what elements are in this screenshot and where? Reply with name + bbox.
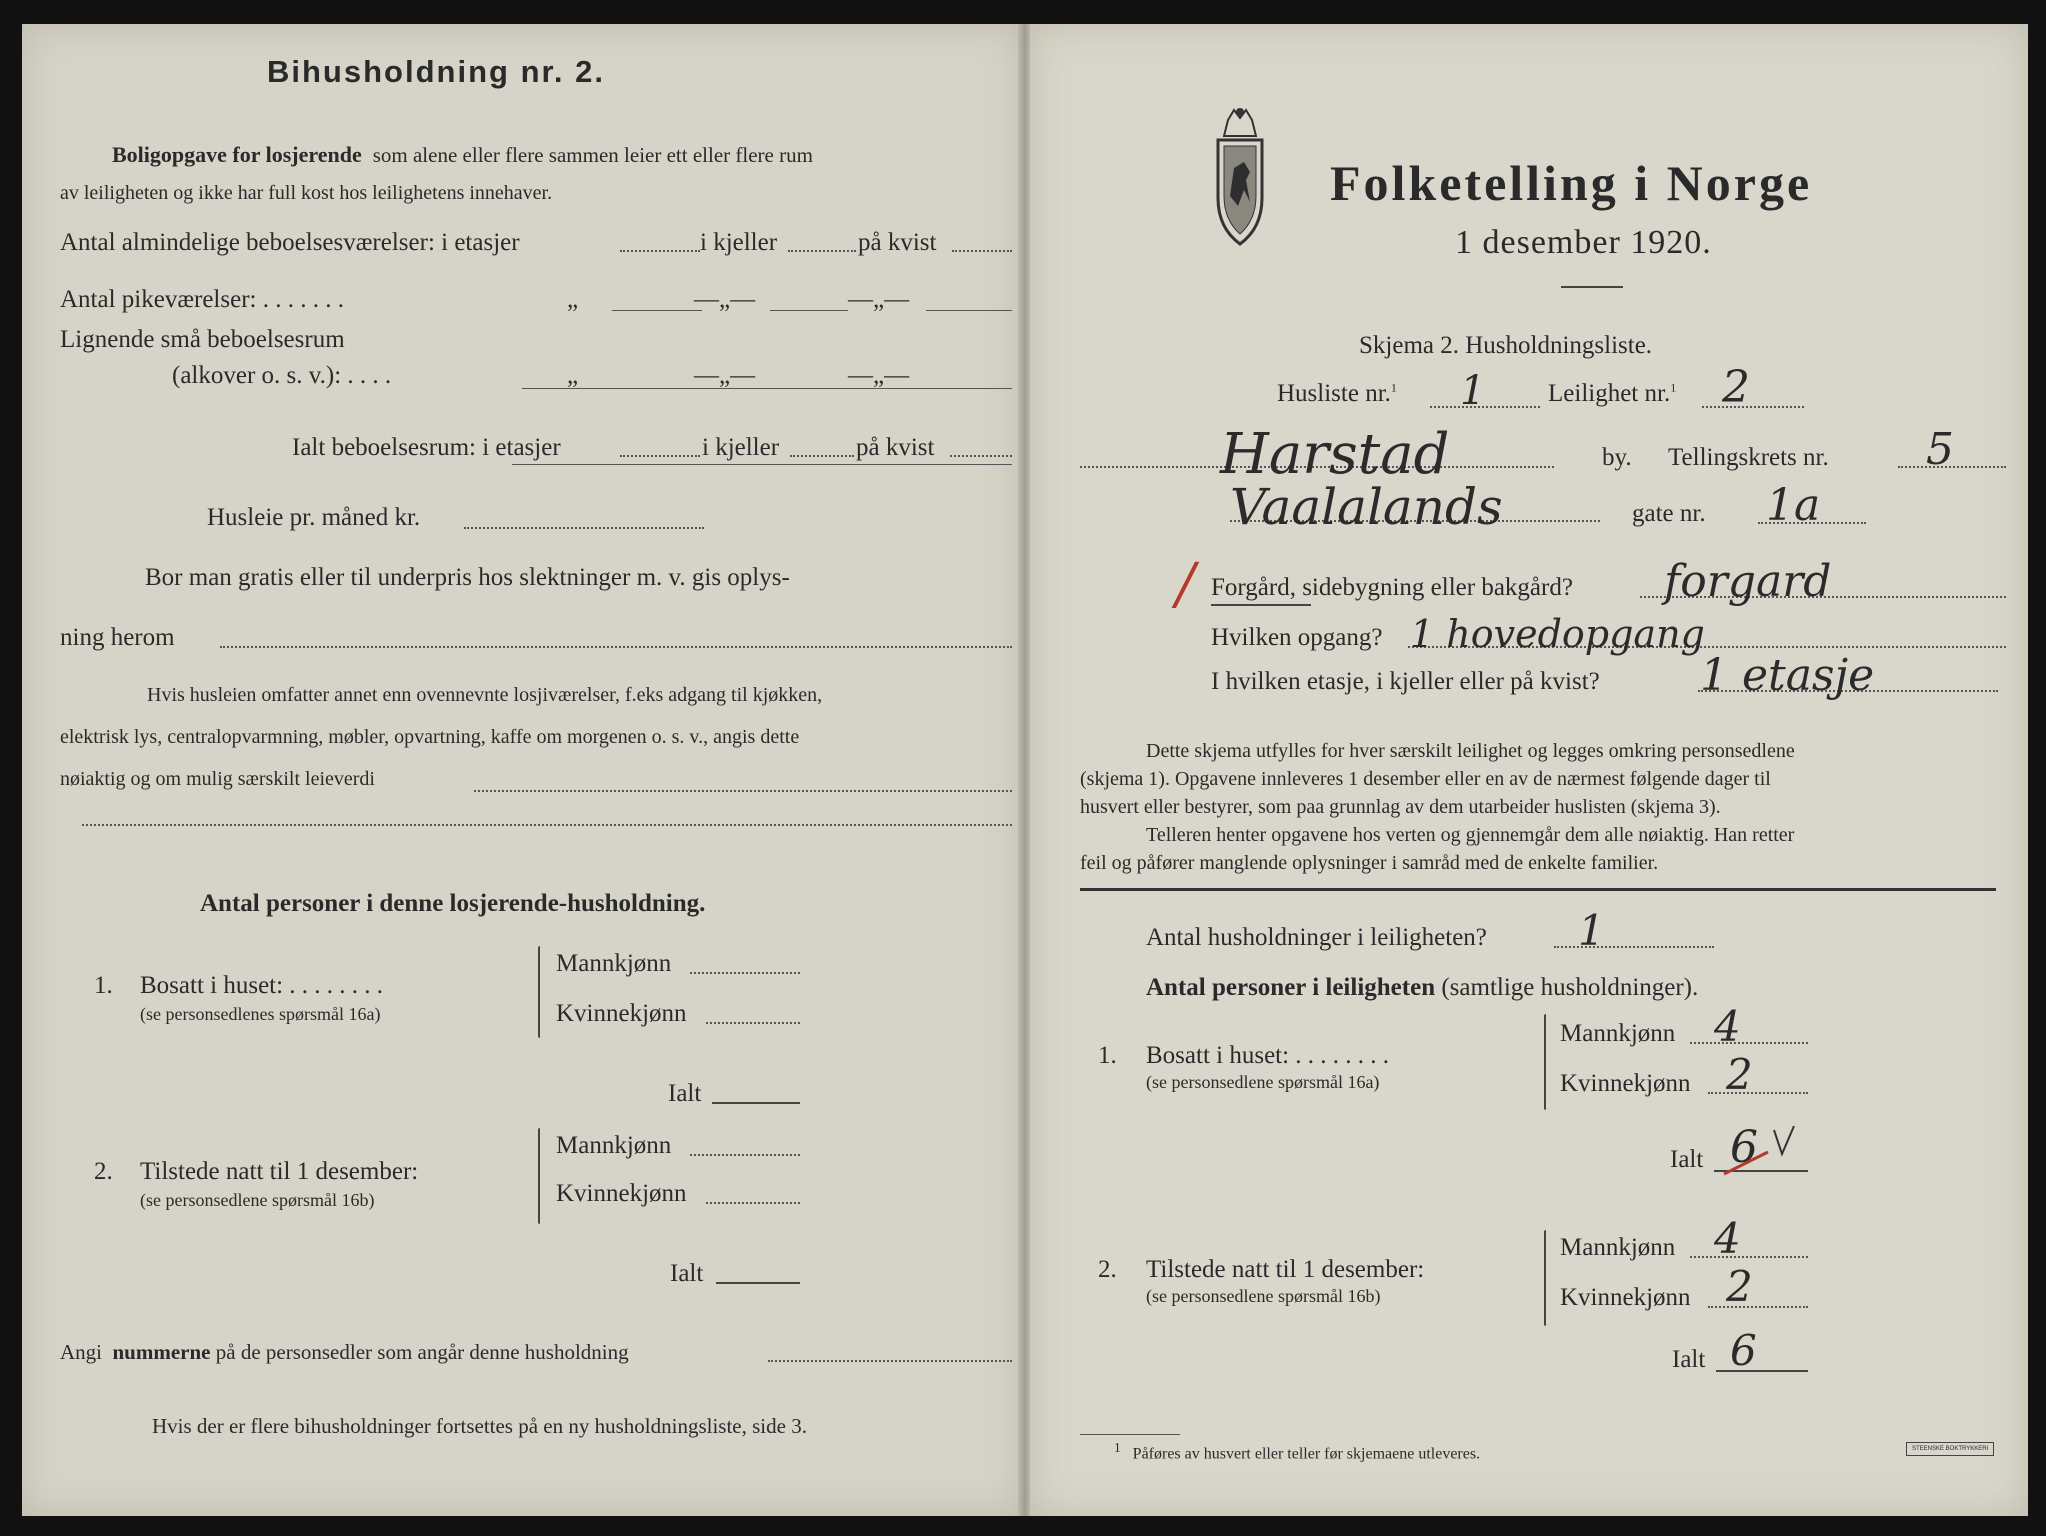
left-q1-kvinne-label: Kvinnekjønn [556, 1000, 687, 1027]
right-q2-brace [1544, 1230, 1546, 1326]
etasje-label: I hvilken etasje, i kjeller eller på kvist? [1211, 668, 1600, 695]
right-q2-mann-field[interactable] [1690, 1256, 1808, 1258]
left-q2-label: Tilstede natt til 1 desember: [140, 1158, 419, 1185]
left-q2-ialt-field[interactable] [716, 1282, 800, 1284]
info-line-1: Dette skjema utfylles for hver særskilt leilighet og legges omkring personsedlene [1146, 740, 1795, 762]
ialt-underline [512, 464, 1012, 465]
leieverdi-field[interactable] [474, 790, 1012, 792]
right-q1-kvinne-value[interactable]: 2 [1726, 1050, 1753, 1099]
right-q2-ialt-value[interactable]: 6 [1730, 1326, 1757, 1375]
pike-field-2[interactable] [770, 310, 848, 311]
etasje-value[interactable]: 1 etasje [1700, 650, 1875, 701]
census-date: 1 desember 1920. [1455, 224, 1712, 261]
right-q1-number: 1. [1098, 1042, 1117, 1069]
leilighet-label: Leilighet nr.$^1$ [1548, 380, 1677, 407]
right-q2-ialt-label: Ialt [1672, 1346, 1706, 1373]
right-q1-label: Bosatt i huset: . . . . . . . . [1146, 1042, 1390, 1069]
left-footer-note: Hvis der er flere bihusholdninger fortsettes på en ny husholdningsliste, side 3. [152, 1414, 807, 1438]
left-q1-mann-label: Mannkjønn [556, 950, 672, 977]
pike-ditto-1: „ [567, 286, 579, 313]
husliste-value[interactable]: 1 [1460, 368, 1486, 414]
left-q2-kvinne-field[interactable] [706, 1202, 800, 1204]
lignende-ditto-3: —„— [848, 362, 910, 389]
ialt-etasjer-field[interactable] [620, 455, 700, 457]
left-q1-number: 1. [94, 972, 113, 999]
husleie-field[interactable] [464, 527, 704, 529]
pike-ditto-3: —„— [848, 286, 910, 313]
left-q2-ialt-label: Ialt [670, 1260, 704, 1287]
info-line-2: (skjema 1). Opgavene innleveres 1 desember eller en av de nærmest følgende dager til [1080, 768, 1771, 790]
right-q2-label: Tilstede natt til 1 desember: [1146, 1256, 1425, 1283]
left-q2-kvinne-label: Kvinnekjønn [556, 1180, 687, 1207]
husholdninger-label: Antal husholdninger i leiligheten? [1146, 924, 1487, 951]
left-q1-ialt-label: Ialt [668, 1080, 702, 1107]
info-line-3: husvert eller bestyrer, som paa grunnlag av dem utarbeider huslisten (skjema 3). [1080, 796, 1721, 818]
ialt-kvist-field[interactable] [950, 455, 1012, 457]
rooms-kvist-label: på kvist [858, 229, 937, 256]
bihusholdning-title: Bihusholdning nr. 2. [267, 54, 605, 89]
info-divider [1080, 888, 1996, 891]
left-q2-sub: (se personsedlene spørsmål 16b) [140, 1190, 375, 1210]
left-q1-sub: (se personsedlenes spørsmål 16a) [140, 1004, 381, 1024]
forgard-red-mark: / [1176, 552, 1195, 617]
left-q1-kvinne-field[interactable] [706, 1022, 800, 1024]
info-line-4: Telleren henter opgavene hos verten og gjennemgår dem alle nøiaktig. Han retter [1146, 824, 1795, 846]
left-q2-brace [538, 1128, 540, 1224]
leieverdi-field-2[interactable] [82, 824, 1012, 826]
husholdninger-value[interactable]: 1 [1578, 906, 1605, 955]
lignende-ditto-1: „ [567, 362, 579, 389]
ialt-kvist-label: på kvist [856, 434, 935, 461]
title-rule [1561, 286, 1623, 288]
note-line-2: elektrisk lys, centralopvarmning, møbler, opvartning, kaffe om morgenen o. s. v., angis dette [60, 726, 800, 748]
husleie-label: Husleie pr. måned kr. [207, 504, 421, 531]
right-q1-mann-label: Mannkjønn [1560, 1020, 1676, 1047]
krets-label: Tellingskrets nr. [1668, 444, 1829, 471]
note-line-3: nøiaktig og om mulig særskilt leieverdi [60, 768, 375, 790]
leilighet-field[interactable] [1702, 406, 1804, 408]
persons-heading: Antal personer i denne losjerende-husholdning. [200, 890, 706, 917]
census-title: Folketelling i Norge [1330, 155, 1813, 211]
right-q2-mann-label: Mannkjønn [1560, 1234, 1676, 1261]
pike-field-3[interactable] [926, 310, 1012, 311]
right-q2-kvinne-value[interactable]: 2 [1726, 1262, 1753, 1311]
right-q1-ialt-label: Ialt [1670, 1146, 1704, 1173]
check-mark-icon [1770, 1124, 1800, 1164]
info-line-5: feil og påfører manglende oplysninger i samråd med de enkelte familier. [1080, 852, 1659, 874]
left-q2-mann-field[interactable] [690, 1154, 800, 1156]
right-q1-kvinne-label: Kvinnekjønn [1560, 1070, 1691, 1097]
by-label: by. [1602, 444, 1632, 471]
street-value[interactable]: Vaalalands [1230, 478, 1503, 536]
rooms-kjeller-field[interactable] [788, 250, 856, 252]
angi-field[interactable] [768, 1360, 1012, 1362]
opgang-label: Hvilken opgang? [1211, 624, 1383, 651]
left-q2-number: 2. [94, 1158, 113, 1185]
gratis-line-1: Bor man gratis eller til underpris hos slektninger m. v. gis oplys- [145, 564, 790, 591]
angi-line: Angi nummerne på de personsedler som angår denne husholdning [60, 1340, 629, 1364]
printer-stamp: STEENSKE BOKTRYKKERI [1906, 1442, 1994, 1456]
lignende-field-line[interactable] [522, 388, 1012, 389]
right-q2-sub: (se personsedlene spørsmål 16b) [1146, 1286, 1381, 1306]
gate-value[interactable]: 1a [1766, 480, 1821, 531]
pike-ditto-2: —„— [694, 286, 756, 313]
rooms-label: Antal almindelige beboelsesværelser: i etasjer [60, 229, 520, 256]
opgang-value[interactable]: 1 hovedopgang [1410, 612, 1705, 656]
pike-field-1[interactable] [612, 310, 702, 311]
pike-label: Antal pikeværelser: . . . . . . . [60, 286, 344, 313]
husliste-label: Husliste nr.$^1$ [1277, 380, 1397, 407]
forgard-underline [1211, 604, 1311, 606]
note-line-1: Hvis husleien omfatter annet enn ovennevnte losjiværelser, f.eks adgang til kjøkken, [147, 684, 823, 706]
ialt-kjeller-label: i kjeller [702, 434, 780, 461]
rooms-kvist-field[interactable] [952, 250, 1012, 252]
right-q2-number: 2. [1098, 1256, 1117, 1283]
right-q1-kvinne-field[interactable] [1708, 1092, 1808, 1094]
persons-line: Antal personer i leiligheten (samtlige husholdninger). [1146, 974, 1699, 1001]
krets-value[interactable]: 5 [1926, 424, 1954, 475]
forgard-value[interactable]: forgard [1664, 556, 1832, 607]
rooms-kjeller-label: i kjeller [700, 229, 778, 256]
left-q1-brace [538, 946, 540, 1038]
ialt-rooms-label: Ialt beboelsesrum: i etasjer [292, 434, 561, 461]
right-page [1030, 24, 2028, 1516]
schema-label: Skjema 2. Husholdningsliste. [1359, 332, 1653, 359]
intro-line-1: Boligopgave for losjerende som alene eller flere sammen leier ett eller flere rum [112, 142, 813, 167]
lignende-label-1: Lignende små beboelsesrum [60, 326, 345, 353]
right-q1-mann-field[interactable] [1690, 1042, 1808, 1044]
lignende-label-2: (alkover o. s. v.): . . . . [172, 362, 392, 389]
footnote-rule [1080, 1434, 1180, 1435]
intro-line-2: av leiligheten og ikke har full kost hos leilighetens innehaver. [60, 182, 553, 204]
right-q1-mann-value[interactable]: 4 [1714, 1002, 1741, 1051]
gate-label: gate nr. [1632, 500, 1706, 527]
left-q2-mann-label: Mannkjønn [556, 1132, 672, 1159]
leilighet-value[interactable]: 2 [1722, 362, 1750, 413]
lignende-ditto-2: —„— [694, 362, 756, 389]
gratis-line-2: ning herom [60, 624, 175, 651]
right-q1-brace [1544, 1014, 1546, 1110]
right-q2-mann-value[interactable]: 4 [1714, 1214, 1741, 1263]
right-q1-sub: (se personsedlene spørsmål 16a) [1146, 1072, 1380, 1092]
footnote: $^1$ Påføres av husvert eller teller før skjemaene utleveres. [1114, 1440, 1481, 1463]
right-q1-ialt-value[interactable]: 6 [1730, 1122, 1758, 1173]
left-q1-mann-field[interactable] [690, 972, 800, 974]
gratis-field[interactable] [220, 646, 1012, 648]
left-q1-ialt-field[interactable] [712, 1102, 800, 1104]
right-q2-kvinne-field[interactable] [1708, 1306, 1808, 1308]
coat-of-arms-icon [1200, 106, 1280, 256]
ialt-kjeller-field[interactable] [790, 455, 854, 457]
right-q2-kvinne-label: Kvinnekjønn [1560, 1284, 1691, 1311]
left-page [22, 24, 1022, 1516]
city-value[interactable]: Harstad [1220, 422, 1450, 487]
left-q1-label: Bosatt i huset: . . . . . . . . [140, 972, 384, 999]
forgard-label: Forgård, sidebygning eller bakgård? [1211, 574, 1573, 601]
rooms-etasjer-field[interactable] [620, 250, 700, 252]
